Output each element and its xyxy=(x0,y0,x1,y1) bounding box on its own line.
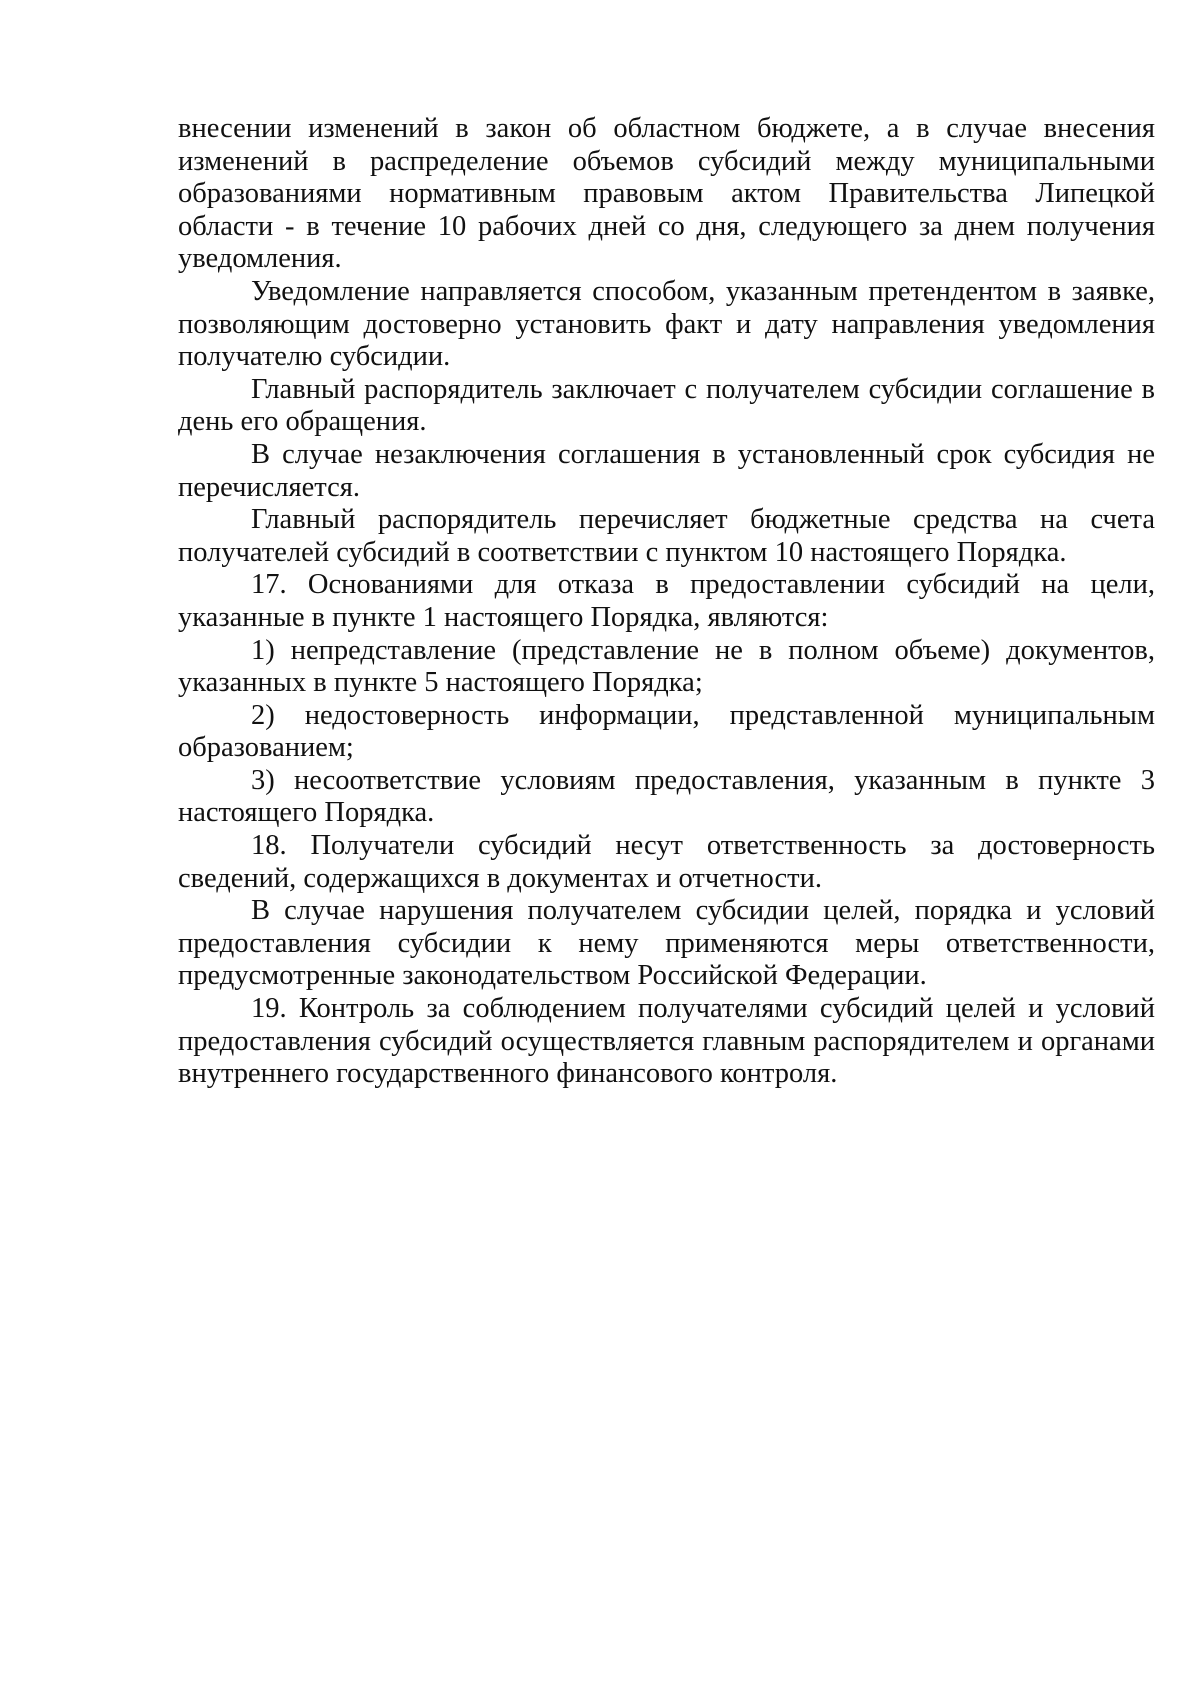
paragraph-violation: В случае нарушения получателем субсидии целей, порядка и условий предоставления субсидии к нему применяются меры ответственности, предусмотренные законодательством Российской Федерации. xyxy=(178,895,1155,992)
paragraph-agreement: Главный распорядитель заключает с получателем субсидии соглашение в день его обращения. xyxy=(178,373,1155,438)
document-body xyxy=(178,113,1155,1091)
paragraph-no-agreement: В случае незаключения соглашения в установленный срок субсидия не перечисляется. xyxy=(178,438,1155,503)
paragraph-notification-method: Уведомление направляется способом, указанным претендентом в заявке, позволяющим достоверно установить факт и дату направления уведомления получателю субсидии. xyxy=(178,275,1155,373)
paragraph-item-17-2: 2) недостоверность информации, представленной муниципальным образованием; xyxy=(178,699,1155,764)
paragraph-transfer: Главный распорядитель перечисляет бюджетные средства на счета получателей субсидий в соответствии с пунктом 10 настоящего Порядка. xyxy=(178,504,1155,568)
paragraph-item-17: 17. Основаниями для отказа в предоставлении субсидий на цели, указанные в пункте 1 настоящего Порядка, являются: xyxy=(178,569,1155,633)
paragraph-continuation: внесении изменений в закон об областном бюджете, а в случае внесения изменений в распределение объемов субсидий между муниципальными образованиями нормативным правовым актом Правительства Липецкой области - в течение 10 рабочих дней со дня, следующего за днем получения уведомления. xyxy=(178,113,1155,275)
paragraph-item-18: 18. Получатели субсидий несут ответственность за достоверность сведений, содержащихся в документах и отчетности. xyxy=(178,830,1155,894)
paragraph-item-17-1: 1) непредставление (представление не в полном объеме) документов, указанных в пункте 5 настоящего Порядка; xyxy=(178,634,1155,699)
paragraph-item-19: 19. Контроль за соблюдением получателями субсидий целей и условий предоставления субсидий осуществляется главным распорядителем и органами внутреннего государственного финансового контроля. xyxy=(178,993,1155,1090)
paragraph-item-17-3: 3) несоответствие условиям предоставления, указанным в пункте 3 настоящего Порядка. xyxy=(178,764,1155,829)
